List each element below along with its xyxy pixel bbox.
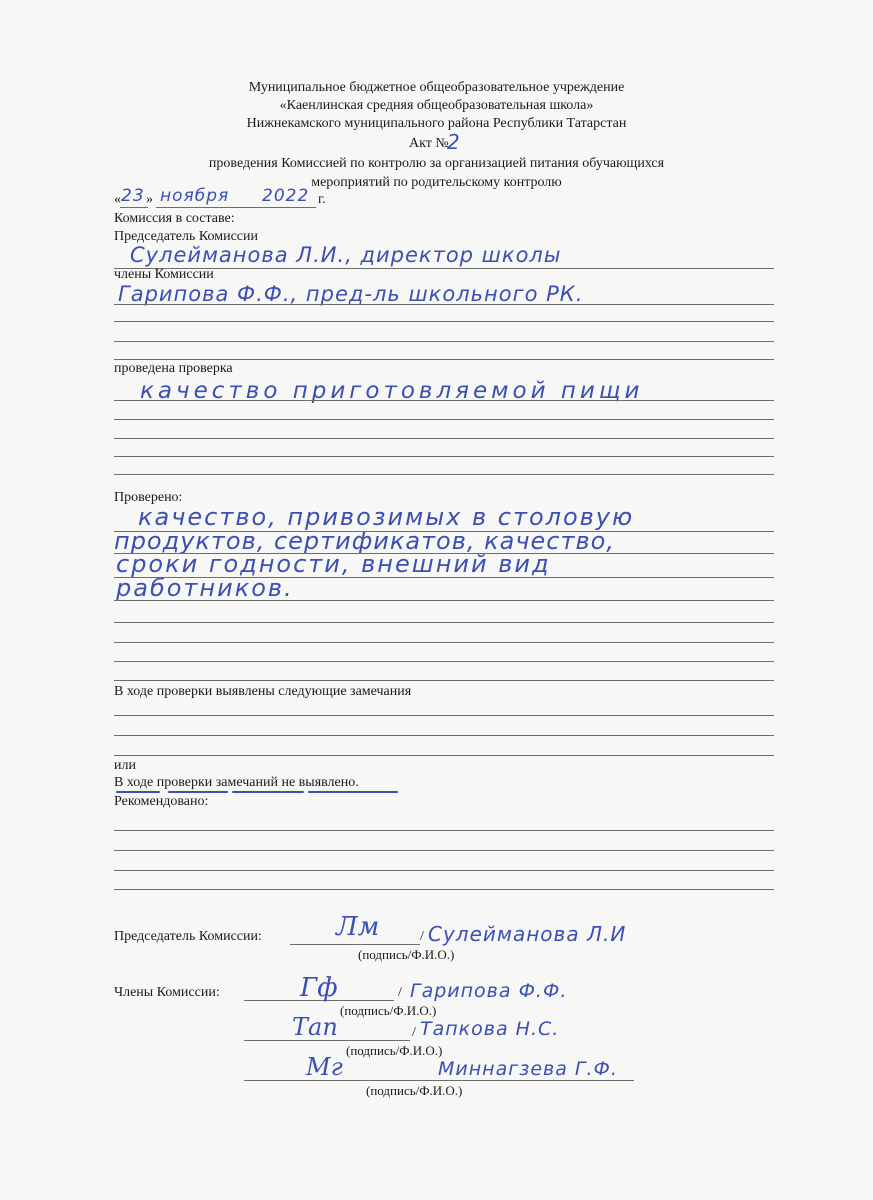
checked-line-2: продуктов, сертификатов, качество, (114, 527, 615, 555)
no-remarks-underline-2 (168, 791, 228, 793)
sign-member-1-slash: / (398, 985, 402, 1000)
inspection-line-4 (114, 456, 774, 457)
checked-label: Проверено: (114, 490, 183, 505)
checked-line-rule-7 (114, 661, 774, 662)
remarks-label: В ходе проверки выявлены следующие замечания (114, 684, 412, 699)
inspection-value: качество приготовляемой пищи (140, 378, 644, 404)
recommended-label: Рекомендовано: (114, 794, 209, 809)
date-month-line (156, 207, 316, 208)
members-line-3 (114, 341, 774, 342)
recommended-line-4 (114, 889, 774, 890)
date-day: 23 (121, 186, 145, 206)
sign-chair-caption: (подпись/Ф.И.О.) (358, 947, 455, 962)
sign-member-3-name: Миннагзева Г.Ф. (438, 1058, 618, 1080)
act-number: 2 (447, 130, 461, 154)
header-purpose: проведения Комиссией по контролю за организацией питания обучающихся (208, 156, 665, 171)
remarks-line-2 (114, 735, 774, 736)
date-month: ноября (160, 186, 230, 206)
sign-members-label: Члены Комиссии: (114, 985, 220, 1000)
date-close-quote: » (146, 192, 153, 207)
members-line-1 (114, 304, 774, 305)
remarks-line-3 (114, 755, 774, 756)
commission-label: Комиссия в составе: (114, 211, 235, 226)
header-school-name: «Каенлинская средняя общеобразовательная школа» (279, 98, 594, 113)
members-value: Гарипова Ф.Ф., пред-ль школьного РК. (118, 282, 584, 306)
inspection-line-5 (114, 474, 774, 475)
checked-line-4: работников. (116, 574, 294, 602)
remarks-line-1 (114, 715, 774, 716)
sign-member-1-name: Гарипова Ф.Ф. (410, 980, 568, 1002)
date-suffix: г. (318, 192, 326, 207)
sign-chair-line (290, 944, 420, 945)
header-district: Нижнекамского муниципального района Республики Татарстан (246, 116, 627, 131)
date-day-line (120, 207, 148, 208)
inspection-line-2 (114, 419, 774, 420)
checked-line-rule-2 (114, 553, 774, 554)
checked-line-3: сроки годности, внешний вид (116, 550, 551, 578)
sign-member-1-caption: (подпись/Ф.И.О.) (340, 1003, 437, 1018)
sign-member-2-caption: (подпись/Ф.И.О.) (346, 1043, 443, 1058)
sign-member-3-caption: (подпись/Ф.И.О.) (366, 1083, 463, 1098)
sign-member-2-slash: / (412, 1025, 416, 1040)
members-line-2 (114, 321, 774, 322)
date-year: 2022 (262, 186, 310, 206)
recommended-line-3 (114, 870, 774, 871)
inspection-label: проведена проверка (114, 361, 233, 376)
sign-chair-label: Председатель Комиссии: (114, 929, 262, 944)
checked-line-rule-4 (114, 600, 774, 601)
members-label: члены Комиссии (114, 267, 214, 282)
no-remarks-label: В ходе проверки замечаний не выявлено. (114, 775, 359, 790)
sign-member-2-name: Тапкова Н.С. (420, 1018, 560, 1040)
header-subtitle: мероприятий по родительскому контролю (311, 175, 562, 190)
inspection-line-1 (114, 400, 774, 401)
members-line-4 (114, 359, 774, 360)
sign-chair-name: Сулейманова Л.И (428, 922, 627, 946)
no-remarks-underline-3 (232, 791, 304, 793)
sign-member-1-mark: Гф (300, 973, 338, 1003)
act-prefix: Акт № (409, 136, 449, 151)
checked-line-rule-6 (114, 642, 774, 643)
sign-chair-mark: Лм (336, 912, 380, 942)
or-label: или (114, 758, 136, 773)
date-open-quote: « (114, 192, 121, 207)
checked-line-rule-8 (114, 680, 774, 681)
inspection-line-3 (114, 438, 774, 439)
sign-member-3-line (244, 1080, 634, 1081)
no-remarks-underline-1 (116, 791, 160, 793)
checked-line-rule-1 (114, 531, 774, 532)
sign-member-3-mark: Мг (306, 1053, 343, 1081)
checked-line-rule-5 (114, 622, 774, 623)
chair-label: Председатель Комиссии (114, 229, 258, 244)
chair-value: Сулейманова Л.И., директор школы (130, 243, 562, 267)
sign-member-2-mark: Тап (292, 1013, 338, 1041)
act-title (409, 136, 449, 152)
checked-line-1: качество, привозимых в столовую (138, 503, 635, 531)
recommended-line-1 (114, 830, 774, 831)
no-remarks-underline-4 (308, 791, 398, 793)
recommended-line-2 (114, 850, 774, 851)
sign-chair-slash: / (420, 929, 424, 944)
header-institution: Муниципальное бюджетное общеобразовательное учреждение (248, 80, 625, 95)
checked-line-rule-3 (114, 577, 774, 578)
